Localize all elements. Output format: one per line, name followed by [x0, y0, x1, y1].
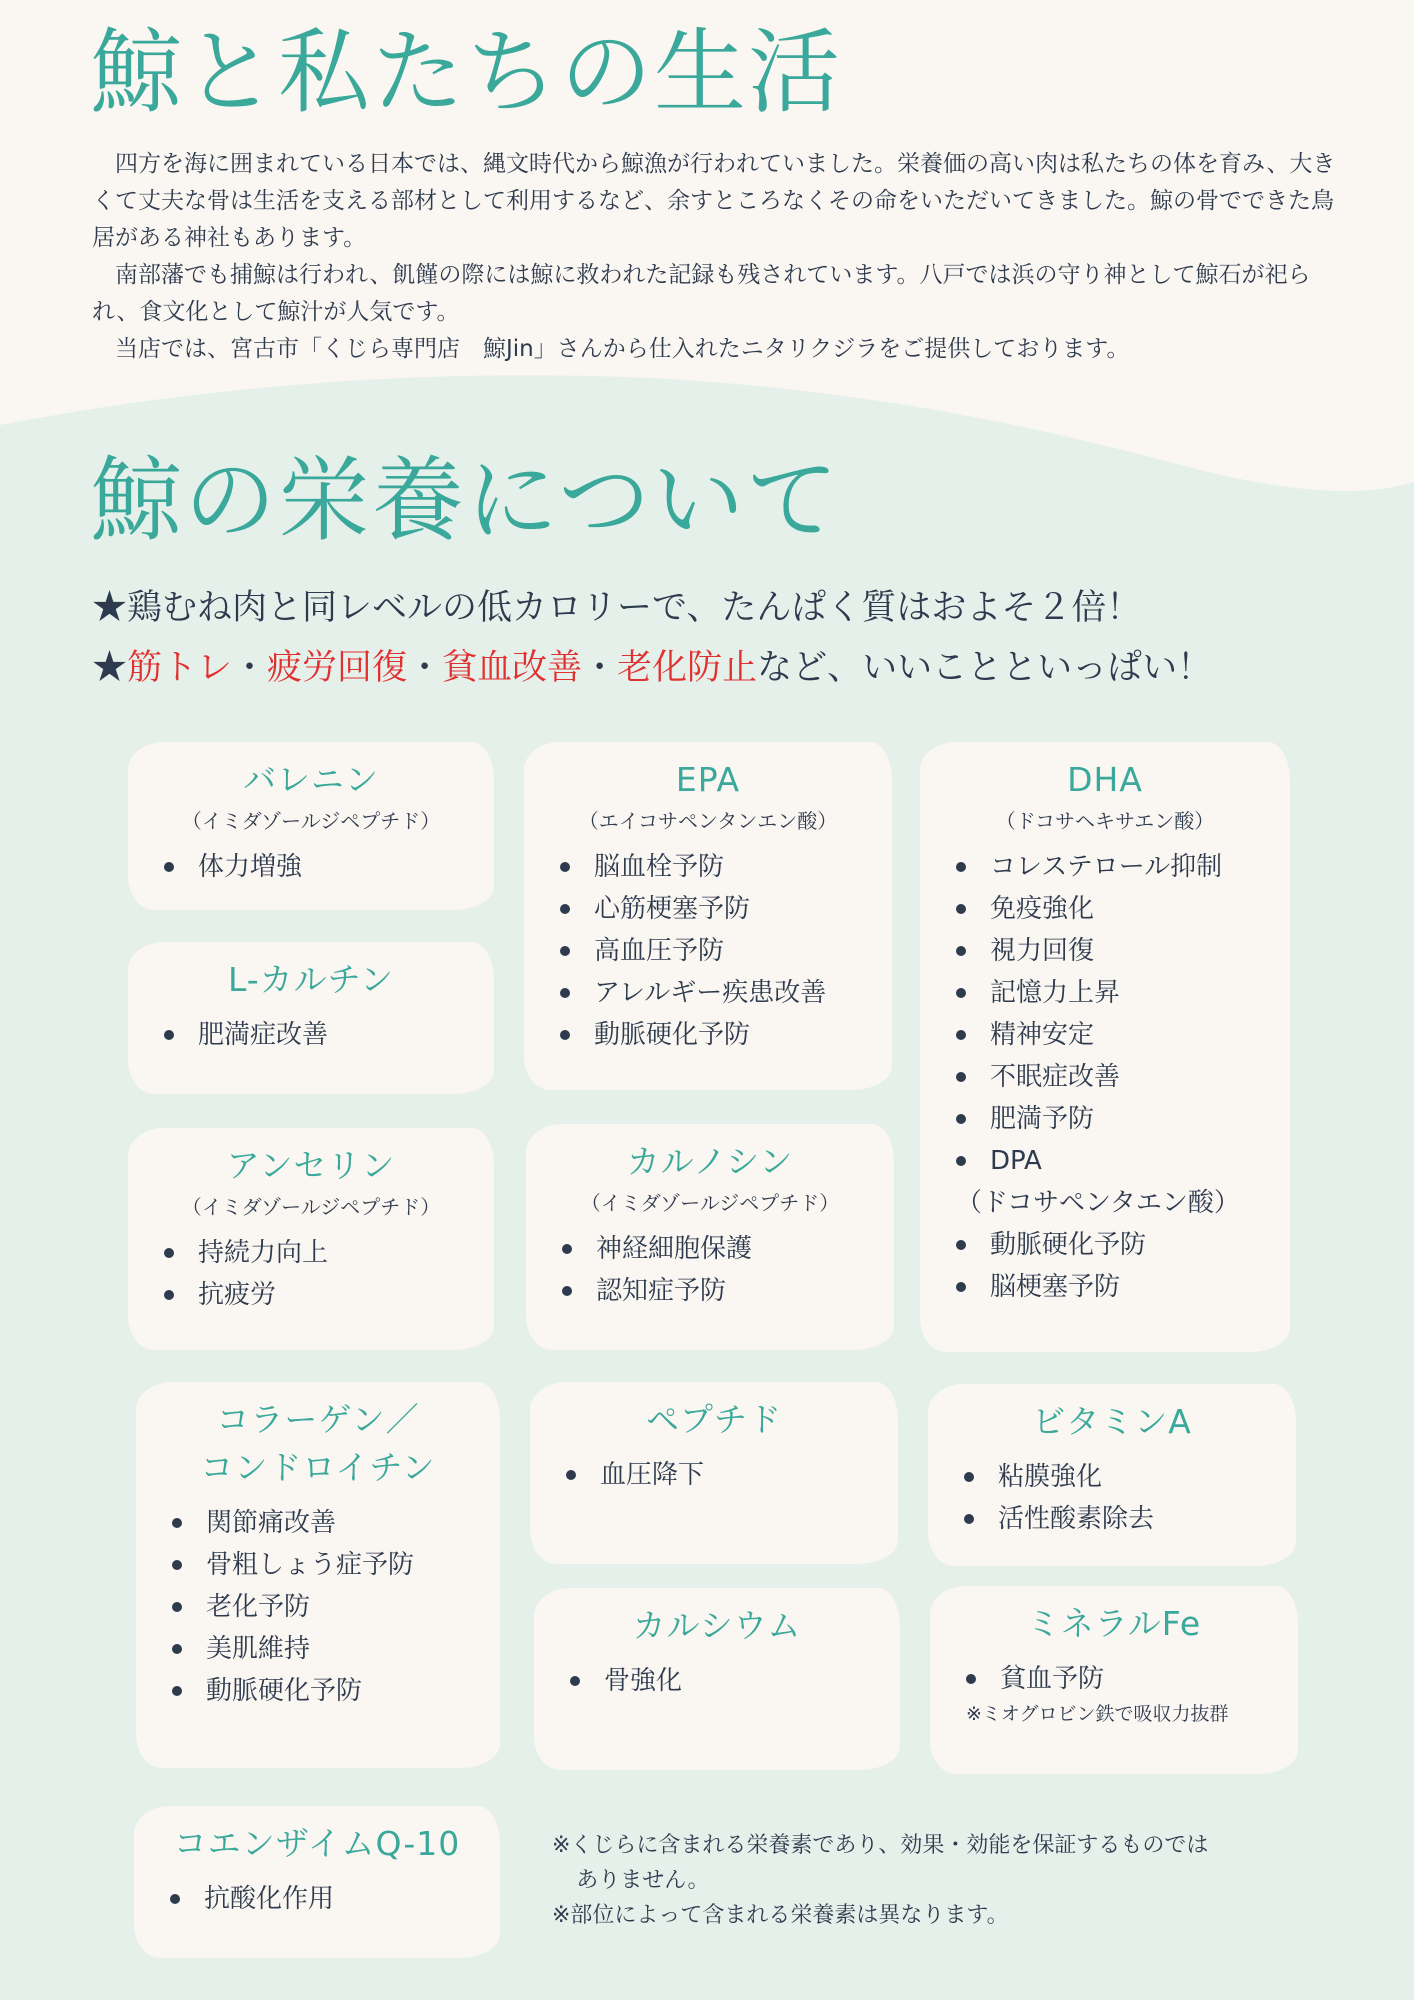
benefit-item: 神経細胞保護 [562, 1228, 872, 1270]
benefit-item: 抗酸化作用 [170, 1878, 478, 1920]
nutrient-benefits [950, 1456, 1274, 1540]
nutrient-title: コラーゲン／ [216, 1400, 420, 1439]
highlight-keyword: 筋トレ [127, 648, 233, 688]
nutrient-subtitle: （イミダゾールジペプチド） [181, 809, 441, 833]
benefit-item: 持続力向上 [164, 1232, 472, 1274]
benefit-item: 骨粗しょう症予防 [172, 1544, 478, 1586]
benefit-item: 動脈硬化予防 [172, 1670, 478, 1712]
benefit-item: 動脈硬化予防 [956, 1224, 1268, 1266]
benefit-item: 心筋梗塞予防 [560, 888, 870, 930]
nutrient-benefits [158, 1502, 478, 1712]
nutrient-benefits [942, 846, 1268, 1308]
benefit-item: 美肌維持 [172, 1628, 478, 1670]
nutrient-title: ペプチド [646, 1400, 782, 1439]
benefit-item: 貧血予防 [966, 1658, 1276, 1700]
benefit-item: 精神安定 [956, 1014, 1268, 1056]
benefit-item: 記憶力上昇 [956, 972, 1268, 1014]
intro-paragraph: 四方を海に囲まれている日本では、縄文時代から鯨漁が行われていました。栄養価の高い肉は私たちの体を育み、大きくて丈夫な骨は生活を支える部材として利用するなど、余すところなくその命をいただいてきました。鯨の骨でできた鳥居がある神社もあります。 [92, 151, 1336, 251]
benefit-item: 視力回復 [956, 930, 1268, 972]
highlight-keyword: 疲労回復 [267, 648, 408, 688]
separator: ・ [407, 648, 443, 688]
nutrient-card-balenine [128, 742, 494, 910]
benefit-item-subtext: （ドコサペンタエン酸） [956, 1188, 1240, 1218]
nutrient-card-l-carnitine [128, 942, 494, 1094]
intro-paragraph: 南部藩でも捕鯨は行われ、飢饉の際には鯨に救われた記録も残されています。八戸では浜の守り神として鯨石が祀られ、食文化として鯨汁が人気です。 [92, 262, 1311, 325]
nutrient-subtitle: （イミダゾールジペプチド） [181, 1195, 441, 1219]
highlight-line-1 [92, 578, 1402, 638]
nutrient-note: ※ミオグロビン鉄で吸収力抜群 [966, 1703, 1229, 1725]
nutrient-subtitle: （ドコサヘキサエン酸） [995, 809, 1215, 833]
benefit-item: 粘膜強化 [964, 1456, 1274, 1498]
nutrient-title: L-カルチン [227, 960, 395, 999]
nutrient-card-vitamin-a [928, 1384, 1296, 1566]
nutrient-card-coenzyme-q10 [134, 1806, 500, 1958]
nutrient-benefits [552, 1454, 876, 1496]
benefit-item: DPA [956, 1140, 1268, 1182]
nutrient-card-anserine [128, 1128, 494, 1350]
separator: ・ [232, 648, 268, 688]
nutrient-title: コエンザイムQ-10 [173, 1824, 461, 1863]
benefit-item: 抗疲労 [164, 1274, 472, 1316]
benefit-item: 免疫強化 [956, 888, 1268, 930]
highlight-keyword: 老化防止 [617, 648, 758, 688]
nutrient-title: EPA [675, 760, 741, 799]
nutrient-title: カルノシン [626, 1142, 794, 1181]
benefit-item: 骨強化 [570, 1660, 878, 1702]
highlight-text: など、いいことといっぱい！ [757, 648, 1213, 688]
benefit-item: 高血圧予防 [560, 930, 870, 972]
section-title-whale-life: 鯨と私たちの生活 [90, 19, 843, 126]
highlight-line-2 [92, 638, 1402, 698]
nutrient-title: アンセリン [226, 1146, 396, 1185]
benefit-item: 肥満症改善 [164, 1014, 472, 1056]
nutrient-benefits [150, 846, 472, 888]
nutrient-card-dha [920, 742, 1290, 1352]
benefit-item: 活性酸素除去 [964, 1498, 1274, 1540]
benefit-item: 不眠症改善 [956, 1056, 1268, 1098]
separator: ・ [582, 648, 618, 688]
nutrient-title: バレニン [243, 760, 379, 799]
benefit-item: 血圧降下 [566, 1454, 876, 1496]
star-icon: ★ [92, 588, 128, 628]
nutrient-card-collagen [136, 1382, 500, 1768]
benefit-item: 脳梗塞予防 [956, 1266, 1268, 1308]
highlight-keyword: 貧血改善 [442, 648, 583, 688]
nutrition-highlights [92, 578, 1402, 698]
disclaimer-line: ありません。 [576, 1868, 710, 1893]
intro-text [92, 146, 1342, 368]
nutrient-card-mineral-fe [930, 1586, 1298, 1774]
benefit-item: 動脈硬化予防 [560, 1014, 870, 1056]
intro-paragraph: 当店では、宮古市「くじら専門店 鯨Jin」さんから仕入れたニタリクジラをご提供しております。 [115, 336, 1130, 362]
benefit-item: コレステロール抑制 [956, 846, 1268, 888]
section-title-nutrition: 鯨の栄養について [90, 447, 841, 554]
nutrient-benefits [952, 1658, 1276, 1700]
disclaimer-line: ※くじらに含まれる栄養素であり、効果・効能を保証するものでは [552, 1833, 1209, 1858]
benefit-item: 脳血栓予防 [560, 846, 870, 888]
nutrient-title: コンドロイチン [200, 1448, 436, 1487]
nutrient-benefits [546, 846, 870, 1056]
nutrient-subtitle: （エイコサペンタンエン酸） [578, 809, 838, 833]
benefit-item: 関節痛改善 [172, 1502, 478, 1544]
benefit-item: アレルギー疾患改善 [560, 972, 870, 1014]
nutrient-title: ビタミンA [1032, 1402, 1192, 1441]
nutrient-title: DHA [1067, 760, 1143, 799]
nutrient-title: カルシウム [632, 1606, 802, 1645]
nutrient-subtitle: （イミダゾールジペプチド） [580, 1191, 840, 1215]
disclaimer [552, 1828, 1312, 1933]
nutrient-benefits [150, 1014, 472, 1056]
nutrient-card-carnosine [526, 1124, 894, 1350]
highlight-text: 鶏むね肉と同レベルの低カロリーで、たんぱく質はおよそ２倍！ [127, 588, 1142, 628]
nutrient-card-epa [524, 742, 892, 1090]
nutrient-benefits [556, 1660, 878, 1702]
nutrient-card-calcium [534, 1588, 900, 1770]
benefit-item: 認知症予防 [562, 1270, 872, 1312]
nutrient-card-peptide [530, 1382, 898, 1564]
disclaimer-line: ※部位によって含まれる栄養素は異なります。 [552, 1903, 1009, 1928]
nutrient-title: ミネラルFe [1026, 1604, 1202, 1643]
benefit-item: 体力増強 [164, 846, 472, 888]
star-icon: ★ [92, 648, 128, 688]
benefit-item: 肥満予防 [956, 1098, 1268, 1140]
nutrient-benefits [150, 1232, 472, 1316]
nutrient-benefits [548, 1228, 872, 1312]
benefit-item: 老化予防 [172, 1586, 478, 1628]
nutrient-benefits [156, 1878, 478, 1920]
